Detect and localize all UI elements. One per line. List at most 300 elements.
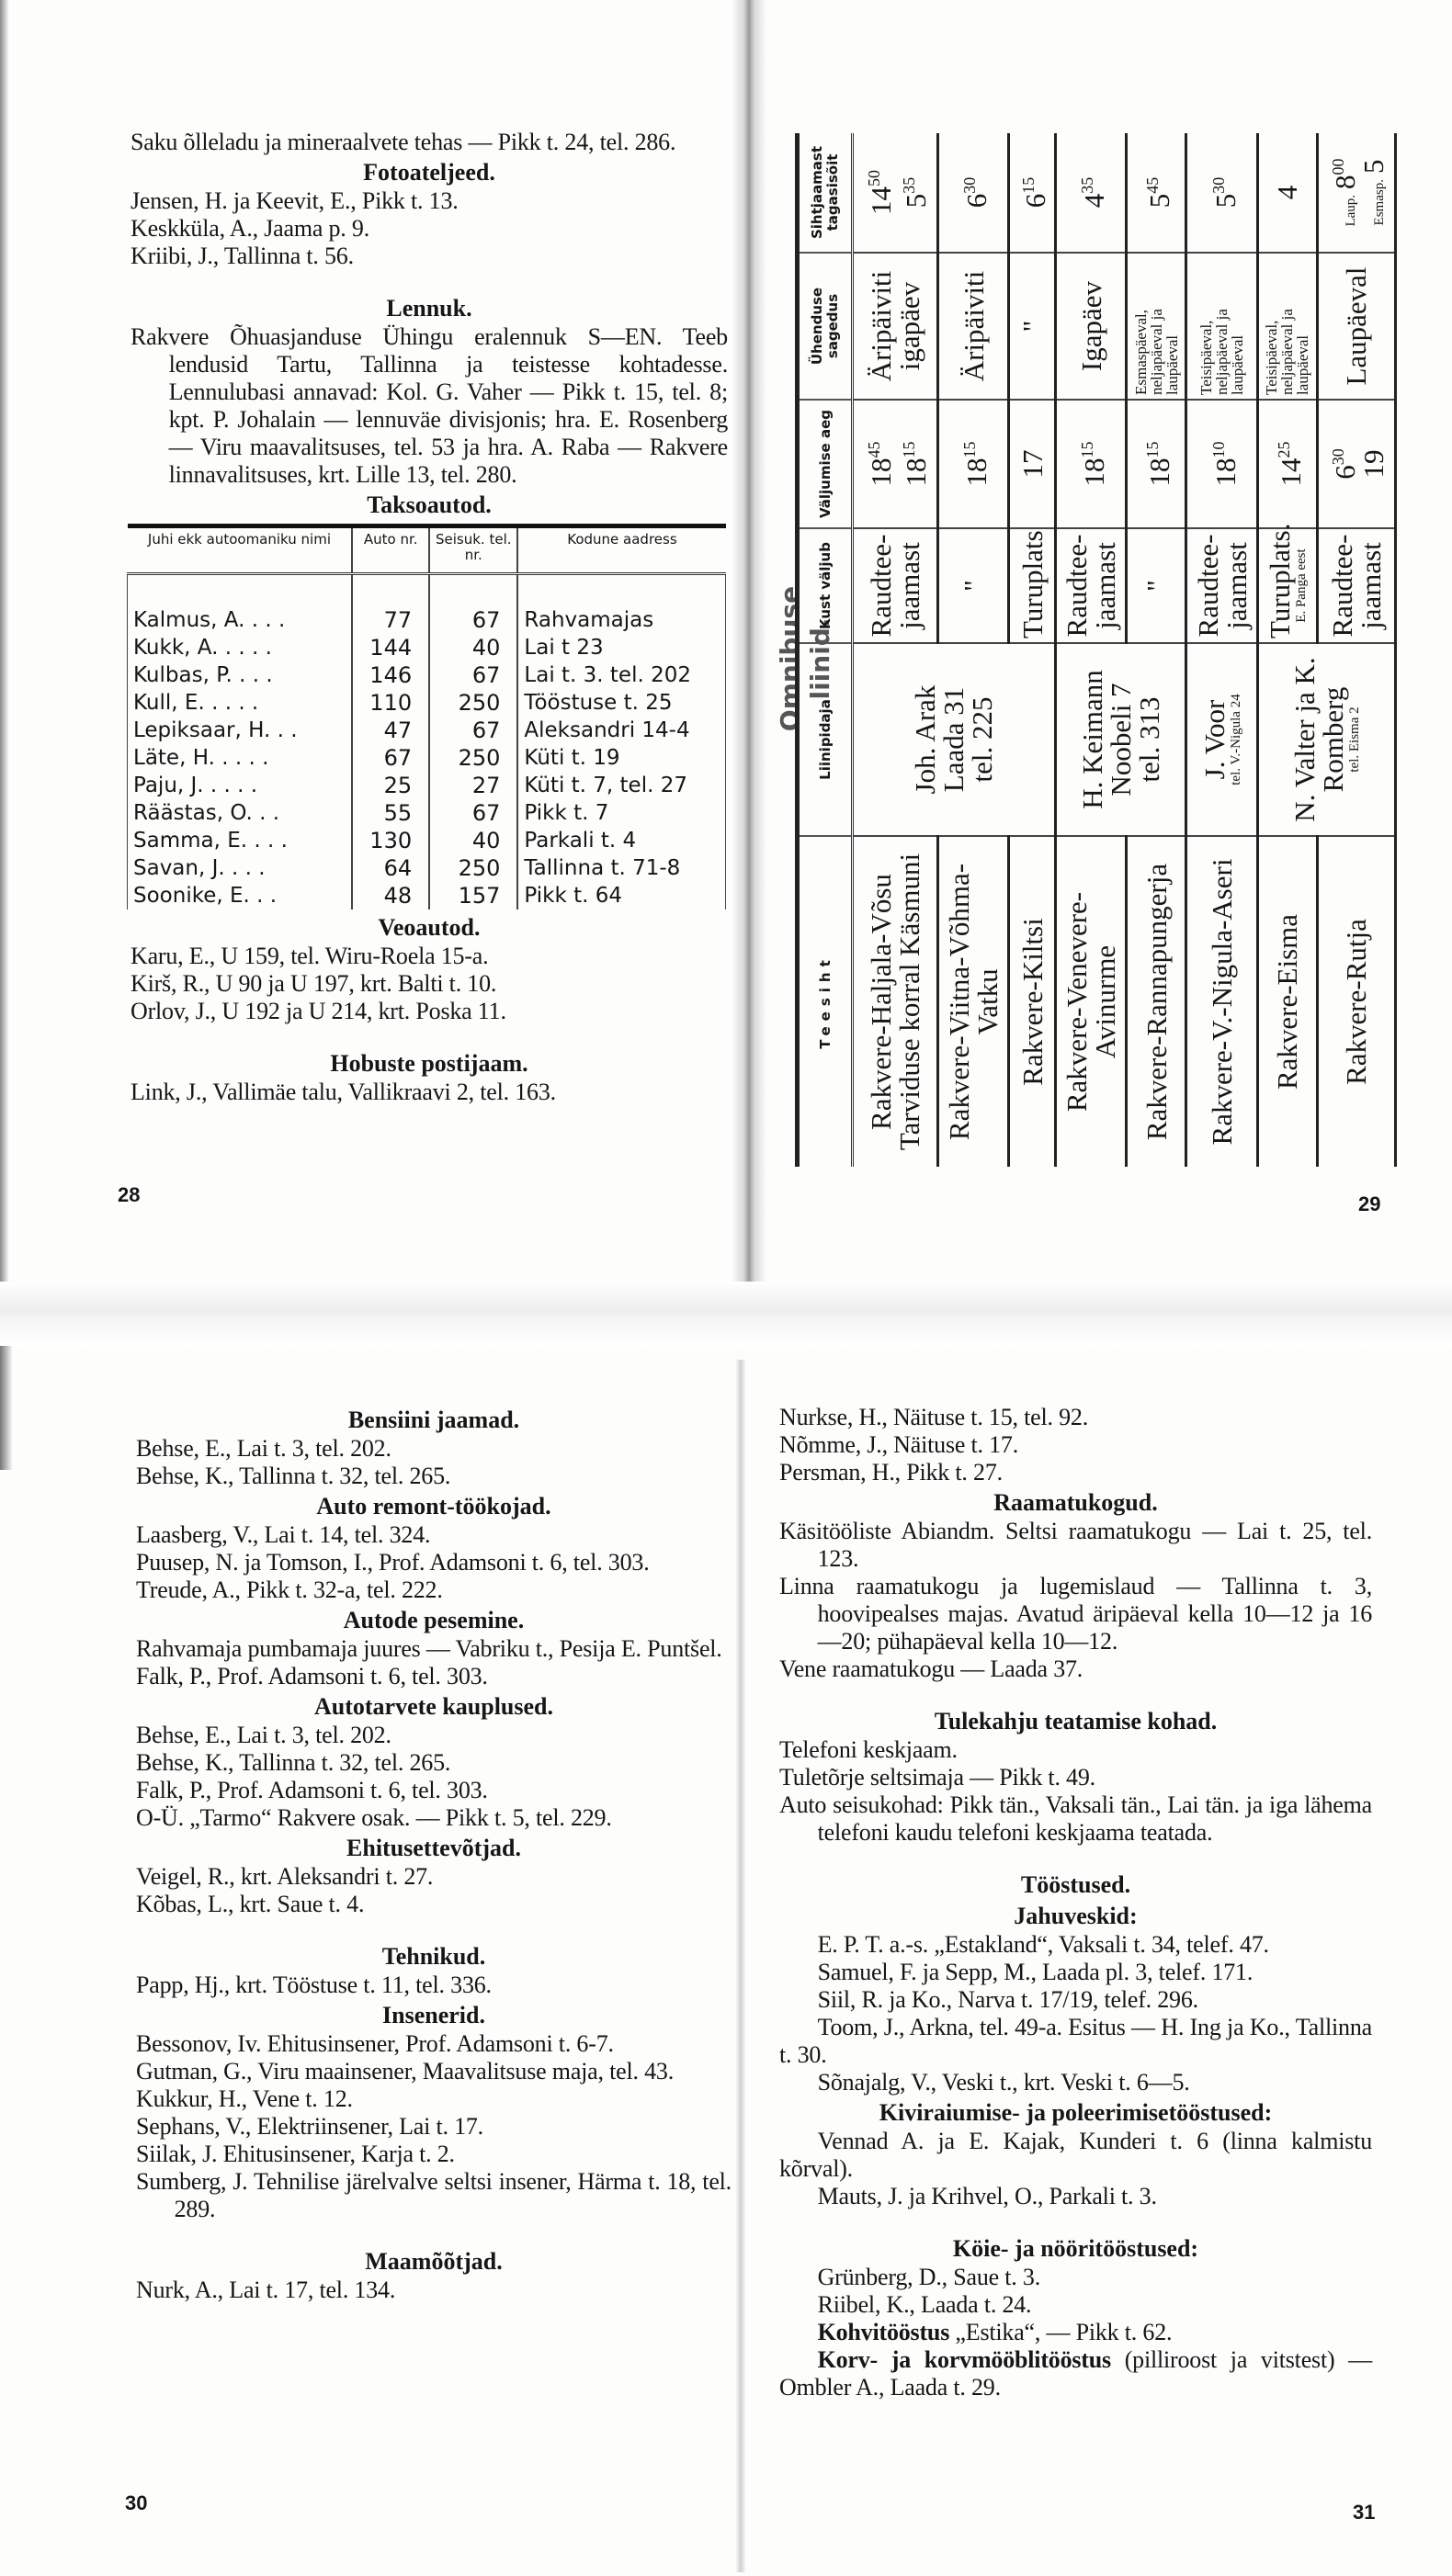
return-time bbox=[1009, 133, 1055, 253]
time-minute: 00 bbox=[1329, 158, 1348, 175]
section-heading: Bensiini jaamad. bbox=[347, 1407, 520, 1433]
car-number: 25 bbox=[352, 772, 429, 799]
time-hour: 18 bbox=[1078, 458, 1111, 487]
column-header: Väljumise aeg bbox=[798, 400, 853, 528]
departure-time bbox=[853, 400, 938, 528]
departure-place bbox=[938, 528, 1009, 643]
entry-text: Papp, Hj., krt. Tööstuse t. 11, tel. 336. bbox=[136, 1972, 492, 1998]
entry-text: Nõmme, J., Näituse t. 17. bbox=[779, 1431, 1019, 1458]
page-28 bbox=[130, 129, 728, 1106]
time-list bbox=[1015, 137, 1052, 248]
driver-name: Lepiksaar, H. . . bbox=[128, 717, 353, 744]
entry-text: Saku õlleladu ja mineraalvete tehas — Pikk t. 24, tel. 286. bbox=[130, 129, 676, 155]
time-hour: 18 bbox=[900, 458, 933, 487]
time-value bbox=[1015, 137, 1052, 248]
route-name: Rakvere-Rannapungerja bbox=[1127, 836, 1186, 1167]
stand-phone: 67 bbox=[429, 799, 517, 827]
departure-place bbox=[1317, 528, 1395, 643]
driver-name: Paju, J. . . . . bbox=[128, 772, 353, 799]
column-header: Ühenduse sagedus bbox=[798, 253, 853, 400]
directory-entry bbox=[779, 2346, 1372, 2401]
directory-entry bbox=[136, 1722, 732, 1749]
driver-name: Kalmus, A. . . . bbox=[128, 574, 353, 635]
entry-text: Puusep, N. ja Tomson, I., Prof. Adamsoni t. 6, tel. 303. bbox=[136, 1549, 650, 1576]
directory-entry bbox=[130, 187, 728, 215]
directory-entry bbox=[136, 1435, 732, 1463]
directory-entry bbox=[779, 1931, 1372, 1959]
directory-entry bbox=[130, 1079, 728, 1106]
departure-place bbox=[1257, 523, 1317, 643]
return-time bbox=[853, 133, 938, 253]
entry-text: Kriibi, J., Tallinna t. 56. bbox=[130, 243, 354, 269]
stand-phone: 250 bbox=[429, 744, 517, 772]
driver-name: Kukk, A. . . . . bbox=[128, 634, 353, 661]
directory-entry bbox=[779, 1431, 1372, 1459]
time-minute: 30 bbox=[960, 176, 980, 194]
entry-text: Persman, H., Pikk t. 27. bbox=[779, 1459, 1003, 1486]
frequency: " bbox=[1009, 253, 1055, 400]
time-value bbox=[1139, 404, 1174, 524]
driver-name: Läte, H. . . . . bbox=[128, 744, 353, 772]
entry-text: Tuletõrje seltsimaja — Pikk t. 49. bbox=[779, 1764, 1095, 1791]
time-list bbox=[1015, 404, 1049, 524]
car-number: 47 bbox=[352, 717, 429, 744]
car-number: 64 bbox=[352, 854, 429, 882]
entry-text: O-Ü. „Tarmo“ Rakvere osak. — Pikk t. 5, tel. 229. bbox=[136, 1804, 612, 1831]
home-address: Rahvamajas bbox=[517, 574, 725, 635]
entry-text: Nurkse, H., Näituse t. 15, tel. 92. bbox=[779, 1404, 1089, 1430]
directory-entry bbox=[779, 1655, 1372, 1683]
section-heading: Raamatukogud. bbox=[993, 1489, 1158, 1516]
table-row bbox=[1186, 133, 1257, 1167]
section-heading: Ehitusettevõtjad. bbox=[346, 1835, 521, 1861]
time-minute: 10 bbox=[1208, 441, 1228, 458]
departure-place-name: " bbox=[1140, 580, 1173, 592]
time-minute: 25 bbox=[1274, 441, 1293, 458]
stand-phone: 67 bbox=[429, 661, 517, 689]
return-time bbox=[1186, 133, 1257, 253]
time-list bbox=[956, 404, 991, 524]
operator-phone: tel. 225 bbox=[966, 696, 999, 783]
table-row bbox=[128, 689, 726, 717]
entry-text: Falk, P., Prof. Adamsoni t. 6, tel. 303. bbox=[136, 1663, 488, 1689]
directory-entry bbox=[136, 1635, 732, 1663]
car-number: 146 bbox=[352, 661, 429, 689]
departure-time bbox=[1055, 400, 1126, 528]
operator-name: H. Keimann bbox=[1076, 670, 1109, 809]
entry-text: Kukkur, H., Vene t. 12. bbox=[136, 2085, 353, 2112]
table-row bbox=[128, 854, 726, 882]
section-heading: Autotarvete kauplused. bbox=[313, 1693, 553, 1720]
time-value bbox=[1073, 137, 1111, 248]
driver-name: Savan, J. . . . bbox=[128, 854, 353, 882]
page-number: 29 bbox=[1358, 1192, 1381, 1215]
directory-entry bbox=[136, 1663, 732, 1690]
time-minute: 30 bbox=[1329, 448, 1348, 466]
time-minute: 50 bbox=[865, 170, 884, 186]
bus-lines-table-rotated bbox=[795, 133, 1397, 1167]
time-list bbox=[1205, 404, 1240, 524]
time-minute: 15 bbox=[1078, 441, 1097, 458]
section-heading: Hobuste postijaam. bbox=[330, 1050, 528, 1077]
entry-bold-label: Korv- ja korvmööblitööstus bbox=[817, 2346, 1111, 2373]
section-heading: Tulekahju teatamise kohad. bbox=[934, 1708, 1218, 1734]
bus-lines-title: Omnibuse liinid. bbox=[775, 585, 835, 732]
time-hour: 5 bbox=[1357, 159, 1390, 175]
entry-text: (pilliroost ja vitstest) — Ombler A., Laada t. 29. bbox=[779, 2346, 1372, 2401]
frequency: Esmaspäeval, neljapäeval ja laupäeval bbox=[1127, 253, 1186, 400]
directory-entry bbox=[136, 1891, 732, 1918]
departure-place bbox=[1127, 528, 1186, 643]
table-row bbox=[853, 133, 938, 1167]
time-list bbox=[860, 137, 933, 248]
directory-entry bbox=[779, 1959, 1372, 1986]
departure-time bbox=[938, 400, 1009, 528]
departure-time bbox=[1186, 400, 1257, 528]
day-label: Esmasp. bbox=[1372, 179, 1388, 226]
entry-text: Orlov, J., U 192 ja U 214, krt. Poska 11. bbox=[130, 998, 506, 1024]
car-number: 110 bbox=[352, 689, 429, 717]
directory-entry bbox=[136, 1972, 732, 1999]
time-list bbox=[1139, 404, 1174, 524]
time-value bbox=[1359, 404, 1388, 524]
table-row bbox=[128, 634, 726, 661]
time-value bbox=[1270, 404, 1305, 524]
departure-place-name: Turuplats. bbox=[1264, 523, 1297, 638]
section-heading: Autode pesemine. bbox=[343, 1607, 525, 1633]
directory-entry bbox=[779, 1736, 1372, 1764]
home-address: Lai t. 3. tel. 202 bbox=[517, 661, 725, 689]
time-value bbox=[1271, 137, 1304, 248]
page-28-text-bottom bbox=[130, 913, 728, 1106]
entry-text: Keskküla, A., Jaama p. 9. bbox=[130, 215, 370, 242]
return-time bbox=[938, 133, 1009, 253]
entry-text: Mauts, J. ja Krihvel, O., Parkali t. 3. bbox=[817, 2183, 1157, 2209]
stand-phone: 67 bbox=[429, 717, 517, 744]
time-hour: 4 bbox=[1271, 185, 1304, 200]
driver-name: Kull, E. . . . . bbox=[128, 689, 353, 717]
entry-text: Sephans, V., Elektriinsener, Lai t. 17. bbox=[136, 2113, 483, 2140]
entry-text: Samuel, F. ja Sepp, M., Laada pl. 3, telef. 171. bbox=[817, 1959, 1253, 1985]
section-heading: Maamõõtjad. bbox=[365, 2248, 503, 2275]
entry-text: Siilak, J. Ehitusinsener, Karja t. 2. bbox=[136, 2141, 455, 2167]
time-hour: 6 bbox=[1329, 465, 1362, 480]
entry-text: Karu, E., U 159, tel. Wiru-Roela 15-a. bbox=[130, 943, 489, 969]
time-minute: 15 bbox=[900, 441, 919, 458]
operator-address: Laada 31 bbox=[937, 686, 970, 793]
directory-entry bbox=[779, 1791, 1372, 1847]
entry-text: Auto seisukohad: Pikk tän., Vaksali tän., Lai tän. ja iga lähema telefoni kaudu telefoni keskjaama teatada. bbox=[779, 1791, 1372, 1846]
car-number: 130 bbox=[352, 827, 429, 854]
route-name: Rakvere-V.-Nigula-Aseri bbox=[1186, 836, 1257, 1167]
stand-phone: 67 bbox=[429, 574, 517, 635]
line-operator bbox=[1186, 643, 1257, 836]
entry-text: Vene raamatukogu — Laada 37. bbox=[779, 1655, 1083, 1682]
home-address: Tööstuse t. 25 bbox=[517, 689, 725, 717]
driver-name: Soonike, E. . . bbox=[128, 882, 353, 910]
column-header: Kodune aadress bbox=[517, 526, 725, 574]
directory-entry bbox=[136, 1749, 732, 1777]
day-label: Laup. bbox=[1344, 194, 1359, 227]
return-time bbox=[1055, 133, 1126, 253]
entry-text: Siil, R. ja Ko., Narva t. 17/19, telef. 296. bbox=[817, 1986, 1198, 2013]
operator-phone: tel. 313 bbox=[1133, 696, 1166, 783]
directory-entry bbox=[130, 243, 728, 270]
time-minute: 35 bbox=[1078, 176, 1097, 194]
directory-entry bbox=[779, 2014, 1372, 2069]
directory-entry bbox=[779, 1764, 1372, 1791]
column-header: Kust väljub bbox=[798, 528, 853, 643]
home-address: Parkali t. 4 bbox=[517, 827, 725, 854]
home-address: Tallinna t. 71-8 bbox=[517, 854, 725, 882]
time-value bbox=[1324, 404, 1362, 524]
entry-text: Nurk, A., Lai t. 17, tel. 134. bbox=[136, 2277, 396, 2303]
time-value bbox=[1205, 137, 1240, 248]
table-row bbox=[128, 744, 726, 772]
stand-phone: 250 bbox=[429, 854, 517, 882]
time-value bbox=[1359, 137, 1388, 248]
scan-edge bbox=[0, 0, 9, 1305]
directory-entry bbox=[779, 1459, 1372, 1486]
entry-text: Link, J., Vallimäe talu, Vallikraavi 2, tel. 163. bbox=[130, 1079, 556, 1105]
directory-entry bbox=[779, 1404, 1372, 1431]
entry-text: Treude, A., Pikk t. 32-a, tel. 222. bbox=[136, 1576, 443, 1603]
frequency: Äripäiviti igapäev bbox=[853, 253, 938, 400]
book-gutter bbox=[731, 0, 767, 1305]
operator-address: Noobeli 7 bbox=[1105, 683, 1138, 797]
time-list bbox=[956, 137, 991, 248]
time-list bbox=[1271, 137, 1304, 248]
table-row bbox=[1257, 133, 1317, 1167]
car-number: 55 bbox=[352, 799, 429, 827]
directory-entry bbox=[779, 2291, 1372, 2319]
page-number: 28 bbox=[118, 1183, 141, 1206]
time-value bbox=[956, 137, 991, 248]
column-header: Teesiht bbox=[798, 836, 853, 1167]
directory-entry bbox=[136, 1549, 732, 1576]
column-header: Juhi ekk autoomaniku nimi bbox=[128, 526, 353, 574]
time-minute: 45 bbox=[1143, 176, 1163, 194]
directory-entry bbox=[779, 2183, 1372, 2210]
time-minute: 30 bbox=[1208, 176, 1228, 194]
time-hour: 6 bbox=[1019, 193, 1052, 209]
table-row bbox=[128, 661, 726, 689]
entry-text: Sumberg, J. Tehnilise järelvalve seltsi insener, Härma t. 18, tel. 289. bbox=[136, 2168, 732, 2222]
route-name: Rakvere-Rutja bbox=[1317, 836, 1395, 1167]
time-minute: 15 bbox=[1019, 176, 1038, 194]
departure-place-name: Raudtee-jaamast bbox=[1061, 534, 1122, 638]
departure-place-name: Raudtee-jaamast bbox=[1191, 534, 1253, 638]
column-header: Auto nr. bbox=[352, 526, 429, 574]
directory-entry bbox=[779, 1573, 1372, 1655]
stand-phone: 27 bbox=[429, 772, 517, 799]
time-hour: 18 bbox=[1208, 458, 1242, 487]
entry-text: Falk, P., Prof. Adamsoni t. 6, tel. 303. bbox=[136, 1777, 488, 1803]
directory-entry bbox=[779, 2128, 1372, 2183]
departure-place-note: E. Panga eest bbox=[1294, 548, 1310, 623]
time-hour: 17 bbox=[1015, 449, 1049, 479]
entry-text: Veigel, R., krt. Aleksandri t. 27. bbox=[136, 1863, 434, 1890]
time-list bbox=[1205, 137, 1240, 248]
departure-time bbox=[1257, 400, 1317, 528]
departure-place bbox=[1009, 528, 1055, 643]
section-heading: Insenerid. bbox=[382, 2002, 485, 2028]
entry-text: Gutman, G., Viru maainsener, Maavalitsuse maja, tel. 43. bbox=[136, 2058, 675, 2085]
line-operator bbox=[1055, 643, 1185, 836]
return-time bbox=[1257, 133, 1317, 253]
operator-name: J. Voor bbox=[1198, 699, 1231, 780]
time-value bbox=[860, 137, 898, 248]
bus-lines-table bbox=[795, 133, 1397, 1167]
home-address: Lai t 23 bbox=[517, 634, 725, 661]
entry-text: Bessonov, Iv. Ehitusinsener, Prof. Adamsoni t. 6-7. bbox=[136, 2030, 614, 2057]
departure-time bbox=[1127, 400, 1186, 528]
stand-phone: 157 bbox=[429, 882, 517, 910]
time-value bbox=[860, 404, 898, 524]
section-heading: Kiviraiumise- ja poleerimisetööstused: bbox=[879, 2099, 1273, 2126]
route-name: Rakvere-Venevere-Avinurme bbox=[1055, 836, 1126, 1167]
departure-place-name: Raudtee-jaamast bbox=[1325, 534, 1387, 638]
departure-place bbox=[1055, 528, 1126, 643]
table-row bbox=[128, 772, 726, 799]
departure-place-name: Raudtee-jaamast bbox=[865, 534, 926, 638]
time-hour: 5 bbox=[1143, 193, 1176, 209]
stand-phone: 250 bbox=[429, 689, 517, 717]
entry-text: E. P. T. a.-s. „Estakland“, Vaksali t. 34, telef. 47. bbox=[817, 1931, 1269, 1958]
directory-entry bbox=[130, 970, 728, 998]
directory-entry bbox=[130, 943, 728, 970]
time-value bbox=[956, 404, 991, 524]
entry-text: Jensen, H. ja Keevit, E., Pikk t. 13. bbox=[130, 187, 459, 214]
entry-text: Behse, K., Tallinna t. 32, tel. 265. bbox=[136, 1463, 451, 1489]
frequency: Äripäiviti bbox=[938, 253, 1009, 400]
time-value bbox=[1205, 404, 1240, 524]
directory-entry bbox=[779, 1518, 1372, 1573]
entry-text: Rakvere Õhuasjanduse Ühingu eralennuk S—EN. Teeb lendusid Tartu, Tallinna ja teistesse kohtadesse. Lennulubasi annavad: Kol. G. Vaher — Pikk t. 15, tel. 8; kpt. P. Johalain — lennuväe divisjonis; hra. E. Rosenberg — Viru maavalitsuses, tel. 53 ja hra. A. Raba — Rakvere linnavalitsuses, krt. Lille 13, tel. 280. bbox=[130, 323, 728, 488]
time-value bbox=[1324, 137, 1362, 248]
return-time bbox=[1127, 133, 1186, 253]
time-value bbox=[1139, 137, 1174, 248]
time-list bbox=[1324, 137, 1388, 248]
frequency: Igapäev bbox=[1055, 253, 1126, 400]
directory-entry bbox=[136, 2277, 732, 2304]
section-heading: Tehnikud. bbox=[381, 1943, 486, 1970]
directory-entry bbox=[136, 2085, 732, 2113]
section-heading: Jahuveskid: bbox=[1014, 1903, 1138, 1929]
directory-entry bbox=[136, 1521, 732, 1549]
frequency: Teisipäeval, neljapäeval ja laupäeval bbox=[1186, 253, 1257, 400]
time-value bbox=[895, 137, 933, 248]
operator-phone: tel. Eisma 2 bbox=[1347, 706, 1363, 773]
directory-entry bbox=[136, 1863, 732, 1891]
directory-entry bbox=[130, 998, 728, 1025]
time-list bbox=[1073, 137, 1111, 248]
column-header: Liinipidaja bbox=[798, 643, 853, 836]
directory-entry bbox=[136, 1777, 732, 1804]
entry-text: Laasberg, V., Lai t. 14, tel. 324. bbox=[136, 1521, 431, 1548]
time-hour: 6 bbox=[960, 193, 993, 209]
time-minute: 35 bbox=[900, 176, 919, 194]
section-heading: Auto remont-töökojad. bbox=[316, 1493, 551, 1520]
entry-text: Käsitööliste Abiandm. Seltsi raamatukogu — Lai t. 25, tel. 123. bbox=[779, 1518, 1372, 1572]
directory-entry bbox=[130, 215, 728, 243]
line-operator bbox=[1257, 643, 1395, 836]
directory-entry bbox=[779, 2264, 1372, 2291]
driver-name: Kulbas, P. . . . bbox=[128, 661, 353, 689]
car-number: 67 bbox=[352, 744, 429, 772]
time-hour: 19 bbox=[1357, 449, 1390, 479]
car-number: 77 bbox=[352, 574, 429, 635]
time-list bbox=[1073, 404, 1111, 524]
page-30 bbox=[136, 1404, 732, 2304]
table-row bbox=[128, 574, 726, 635]
home-address: Pikk t. 64 bbox=[517, 882, 725, 910]
time-hour: 18 bbox=[865, 458, 898, 487]
section-heading: Veoautod. bbox=[378, 914, 481, 941]
time-list bbox=[1270, 404, 1305, 524]
time-minute: 45 bbox=[865, 441, 884, 458]
entry-text: Sõnajalg, V., Veski t., krt. Veski t. 6—5. bbox=[817, 2069, 1190, 2096]
section-heading: Taksoautod. bbox=[367, 491, 492, 518]
entry-text: Behse, E., Lai t. 3, tel. 202. bbox=[136, 1722, 391, 1748]
time-hour: 18 bbox=[960, 458, 993, 487]
page-28-text-top bbox=[130, 129, 728, 520]
operator-phone: tel. V.-Nigula 24 bbox=[1229, 694, 1243, 785]
departure-time bbox=[1009, 400, 1055, 528]
column-header: Sihtjaamast tagasisõit bbox=[798, 133, 853, 253]
time-hour: 14 bbox=[1274, 458, 1307, 487]
table-row bbox=[1055, 133, 1126, 1167]
departure-place-name: " bbox=[957, 580, 990, 592]
entry-text: Vennad A. ja E. Kajak, Kunderi t. 6 (linna kalmistu kõrval). bbox=[779, 2128, 1372, 2182]
time-minute: 15 bbox=[960, 441, 980, 458]
frequency: Laupäeval bbox=[1317, 253, 1395, 400]
time-list bbox=[860, 404, 933, 524]
departure-place bbox=[853, 528, 938, 643]
directory-entry bbox=[136, 1576, 732, 1604]
table-row bbox=[128, 799, 726, 827]
entry-bold-label: Kohvitööstus bbox=[817, 2319, 950, 2345]
column-header: Seisuk. tel. nr. bbox=[429, 526, 517, 574]
frequency: Teisipäeval, neljapäeval ja laupäeval bbox=[1257, 253, 1317, 400]
route-name: Rakvere-Haljala-Võsu Tarviduse korral Käsmuni bbox=[853, 836, 938, 1167]
table-row bbox=[128, 717, 726, 744]
time-value bbox=[1015, 404, 1049, 524]
operator-name: N. Valter ja K. Romberg bbox=[1288, 657, 1350, 822]
taxi-table bbox=[127, 524, 726, 910]
return-time bbox=[1317, 133, 1395, 253]
departure-time bbox=[1317, 400, 1395, 528]
page-spread-divider bbox=[0, 1282, 1452, 1346]
page-number: 31 bbox=[1353, 2501, 1376, 2524]
directory-entry bbox=[779, 2319, 1372, 2346]
time-hour: 5 bbox=[1208, 193, 1242, 209]
entry-text: Grünberg, D., Saue t. 3. bbox=[817, 2264, 1040, 2290]
time-value bbox=[1073, 404, 1111, 524]
time-hour: 4 bbox=[1078, 193, 1111, 209]
home-address: Küti t. 7, tel. 27 bbox=[517, 772, 725, 799]
table-row bbox=[128, 882, 726, 910]
entry-text: Toom, J., Arkna, tel. 49-a. Esitus — H. Ing ja Ko., Tallinna t. 30. bbox=[779, 2014, 1372, 2068]
directory-entry bbox=[779, 1986, 1372, 2014]
car-number: 48 bbox=[352, 882, 429, 910]
directory-entry bbox=[136, 1463, 732, 1490]
operator-name: Joh. Arak bbox=[909, 684, 942, 795]
table-row bbox=[128, 827, 726, 854]
departure-place bbox=[1186, 528, 1257, 643]
time-value bbox=[895, 404, 933, 524]
home-address: Küti t. 19 bbox=[517, 744, 725, 772]
